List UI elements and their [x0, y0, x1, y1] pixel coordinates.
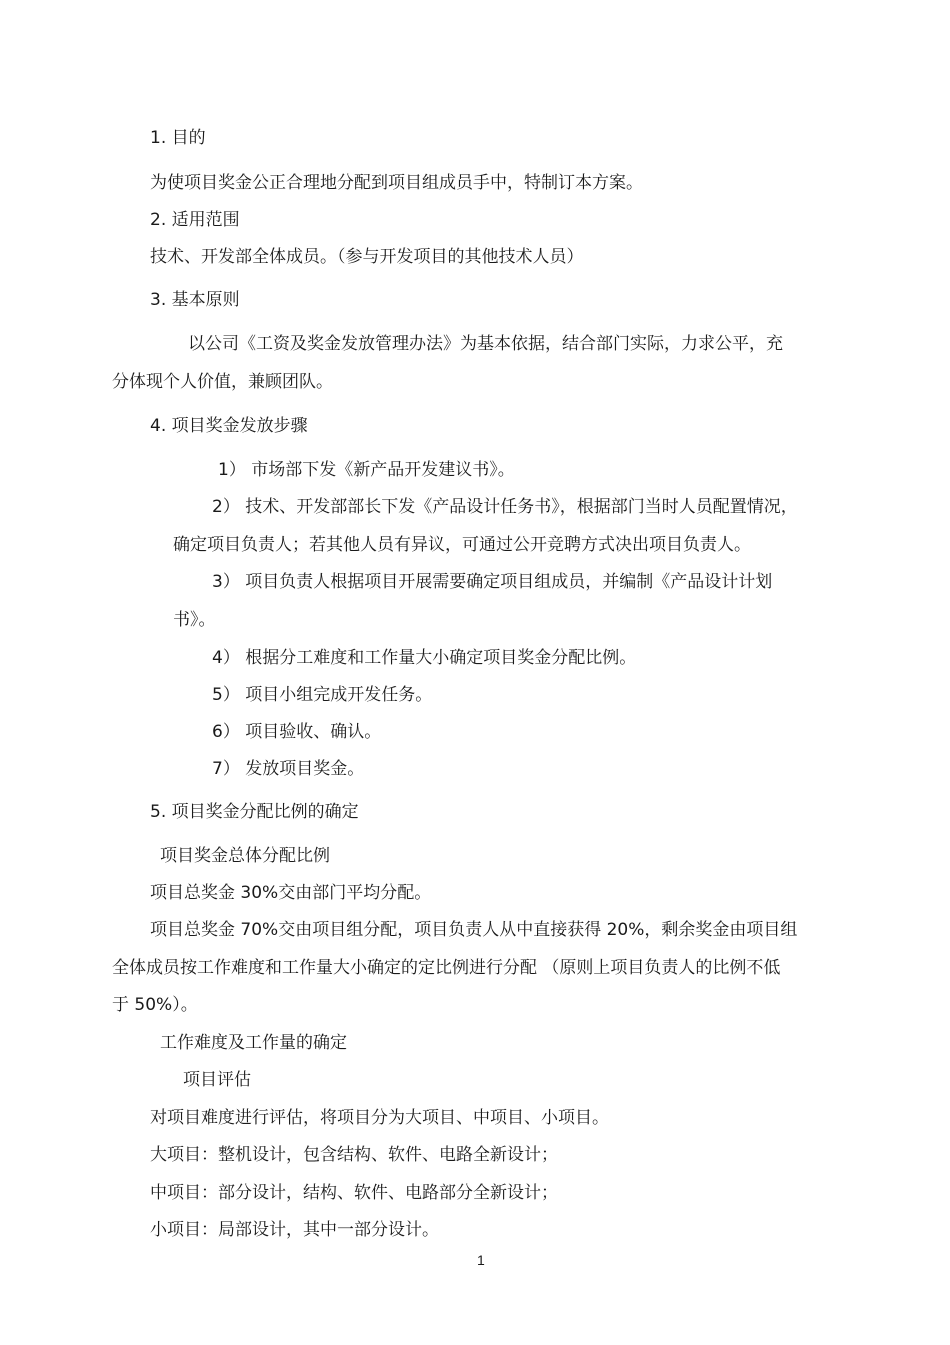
section-heading-principles: 3. 基本原则	[150, 290, 240, 310]
step-1: 1） 市场部下发《新产品开发建议书》。	[218, 460, 515, 480]
step-3-line-1: 3） 项目负责人根据项目开展需要确定项目组成员，并编制《产品设计计划	[212, 572, 773, 592]
section-heading-scope: 2. 适用范围	[150, 210, 240, 230]
section-heading-allocation: 5. 项目奖金分配比例的确定	[150, 802, 359, 822]
step-4: 4） 根据分工难度和工作量大小确定项目奖金分配比例。	[212, 648, 637, 668]
paragraph-small-project: 小项目：局部设计，其中一部分设计。	[150, 1220, 439, 1240]
paragraph-team-share-line-3: 于 50%）。	[112, 995, 198, 1015]
paragraph-team-share-line-1: 项目总奖金 70%交由项目组分配，项目负责人从中直接获得 20%，剩余奖金由项目组	[150, 920, 798, 940]
paragraph-team-share-line-2: 全体成员按工作难度和工作量大小确定的定比例进行分配 （原则上项目负责人的比例不低	[112, 958, 781, 978]
paragraph-purpose: 为使项目奖金公正合理地分配到项目组成员手中，特制订本方案。	[150, 173, 643, 193]
page-number: 1	[477, 1252, 485, 1268]
step-3-line-2: 书》。	[173, 610, 216, 630]
step-6: 6） 项目验收、确认。	[212, 722, 382, 742]
section-heading-steps: 4. 项目奖金发放步骤	[150, 416, 308, 436]
subheading-project-assessment: 项目评估	[183, 1070, 251, 1090]
paragraph-assessment: 对项目难度进行评估，将项目分为大项目、中项目、小项目。	[150, 1108, 609, 1128]
paragraph-principles-line-2: 分体现个人价值，兼顾团队。	[112, 372, 333, 392]
step-2-line-2: 确定项目负责人；若其他人员有异议，可通过公开竞聘方式决出项目负责人。	[173, 535, 751, 555]
subheading-difficulty-workload: 工作难度及工作量的确定	[160, 1033, 347, 1053]
paragraph-scope: 技术、开发部全体成员。（参与开发项目的其他技术人员）	[150, 247, 584, 267]
paragraph-department-share: 项目总奖金 30%交由部门平均分配。	[150, 883, 432, 903]
paragraph-principles-line-1: 以公司《工资及奖金发放管理办法》为基本依据，结合部门实际，力求公平，充	[188, 334, 783, 354]
subheading-overall-ratio: 项目奖金总体分配比例	[160, 846, 330, 866]
paragraph-medium-project: 中项目：部分设计，结构、软件、电路部分全新设计；	[150, 1183, 558, 1203]
section-heading-purpose: 1. 目的	[150, 128, 206, 148]
step-5: 5） 项目小组完成开发任务。	[212, 685, 433, 705]
step-2-line-1: 2） 技术、开发部部长下发《产品设计任务书》，根据部门当时人员配置情况，	[212, 497, 798, 517]
step-7: 7） 发放项目奖金。	[212, 759, 365, 779]
paragraph-large-project: 大项目：整机设计，包含结构、软件、电路全新设计；	[150, 1145, 558, 1165]
